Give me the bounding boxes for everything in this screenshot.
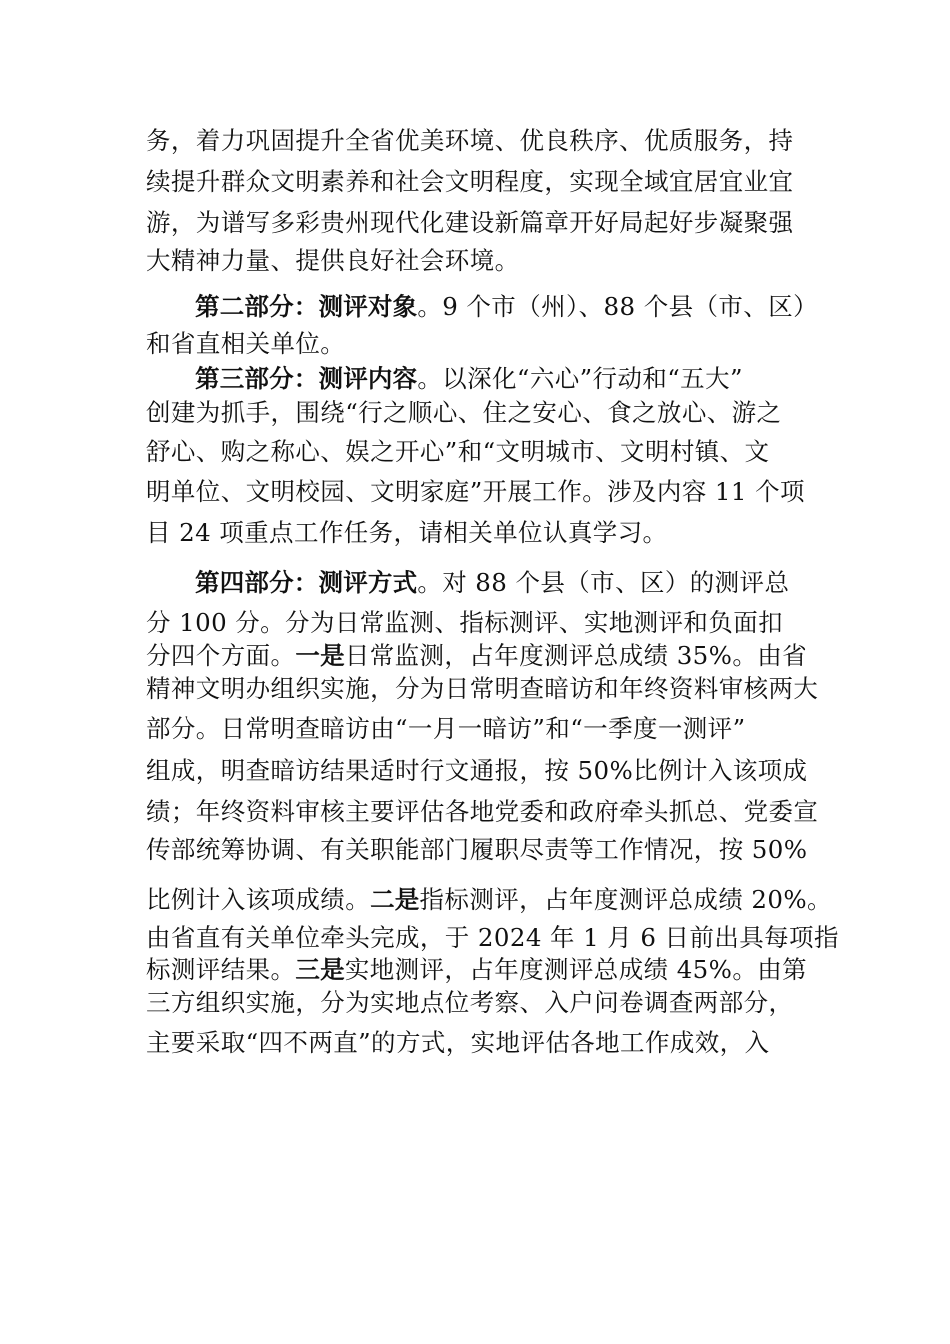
part-4-line-8: 传部统筹协调、有关职能部门履职尽责等工作情况，按 50% <box>146 835 808 864</box>
part-4-line-11-pre: 标测评结果。 <box>146 955 296 984</box>
part-4-line-2: 分 100 分。分为日常监测、指标测评、实地测评和负面扣 <box>146 608 784 637</box>
part-2-heading: 第二部分：测评对象 <box>195 292 418 321</box>
part-2-line-2: 和省直相关单位。 <box>146 329 346 358</box>
part-3-heading: 第三部分：测评内容 <box>195 364 418 393</box>
part-4-line-12: 三方组织实施，分为实地点位考察、入户问卷调查两部分， <box>146 988 794 1017</box>
part-4-line-3-post: 日常监测，占年度测评总成绩 35%。由省 <box>344 641 808 670</box>
part-2-line-1 <box>195 292 818 322</box>
part-4-line-13: 主要采取“四不两直”的方式，实地评估各地工作成效，入 <box>146 1028 770 1057</box>
part-4-line-4: 精神文明办组织实施，分为日常明查暗访和年终资料审核两大 <box>146 674 819 703</box>
part-3-line-1 <box>195 364 743 394</box>
part-3-line-4: 明单位、文明校园、文明家庭”开展工作。涉及内容 11 个项 <box>146 477 805 506</box>
part-3-line-2: 创建为抓手，围绕“行之顺心、住之安心、食之放心、游之 <box>146 398 782 427</box>
part-4-line-9-pre: 比例计入该项成绩。 <box>146 885 371 914</box>
part-3-line-1-text: 。以深化“六心”行动和“五大” <box>417 364 743 393</box>
part-4-line-5: 部分。日常明查暗访由“一月一暗访”和“一季度一测评” <box>146 714 746 743</box>
part-4-line-11-post: 实地测评，占年度测评总成绩 45%。由第 <box>344 955 808 984</box>
part-4-line-3 <box>146 641 807 671</box>
part-3-line-3: 舒心、购之称心、娱之开心”和“文明城市、文明村镇、文 <box>146 437 770 466</box>
part-4-line-11 <box>146 955 807 985</box>
label-three: 三是 <box>295 955 345 984</box>
part-4-line-3-pre: 分四个方面。 <box>146 641 296 670</box>
label-two: 二是 <box>370 885 420 914</box>
part-4-line-9-post: 指标测评，占年度测评总成绩 20%。 <box>419 885 832 914</box>
part-3-line-5: 目 24 项重点工作任务，请相关单位认真学习。 <box>146 518 668 547</box>
part-4-line-1 <box>195 568 789 598</box>
part-4-line-7: 绩；年终资料审核主要评估各地党委和政府牵头抓总、党委宣 <box>146 797 819 826</box>
paragraph-1-line-3: 游，为谱写多彩贵州现代化建设新篇章开好局起好步凝聚强 <box>146 208 794 237</box>
label-one: 一是 <box>295 641 345 670</box>
part-4-line-1-text: 。对 88 个县（市、区）的测评总 <box>417 568 790 597</box>
part-4-line-9 <box>146 885 832 915</box>
paragraph-1-line-2: 续提升群众文明素养和社会文明程度，实现全域宜居宜业宜 <box>146 167 794 196</box>
part-4-heading: 第四部分：测评方式 <box>195 568 418 597</box>
part-4-line-10: 由省直有关单位牵头完成，于 2024 年 1 月 6 日前出具每项指 <box>146 923 839 952</box>
paragraph-1-line-1: 务，着力巩固提升全省优美环境、优良秩序、优质服务，持 <box>146 126 794 155</box>
paragraph-1-line-4: 大精神力量、提供良好社会环境。 <box>146 246 520 275</box>
part-2-line-1-text: 。9 个市（州）、88 个县（市、区） <box>417 292 818 321</box>
part-4-line-6: 组成，明查暗访结果适时行文通报，按 50%比例计入该项成 <box>146 756 808 785</box>
